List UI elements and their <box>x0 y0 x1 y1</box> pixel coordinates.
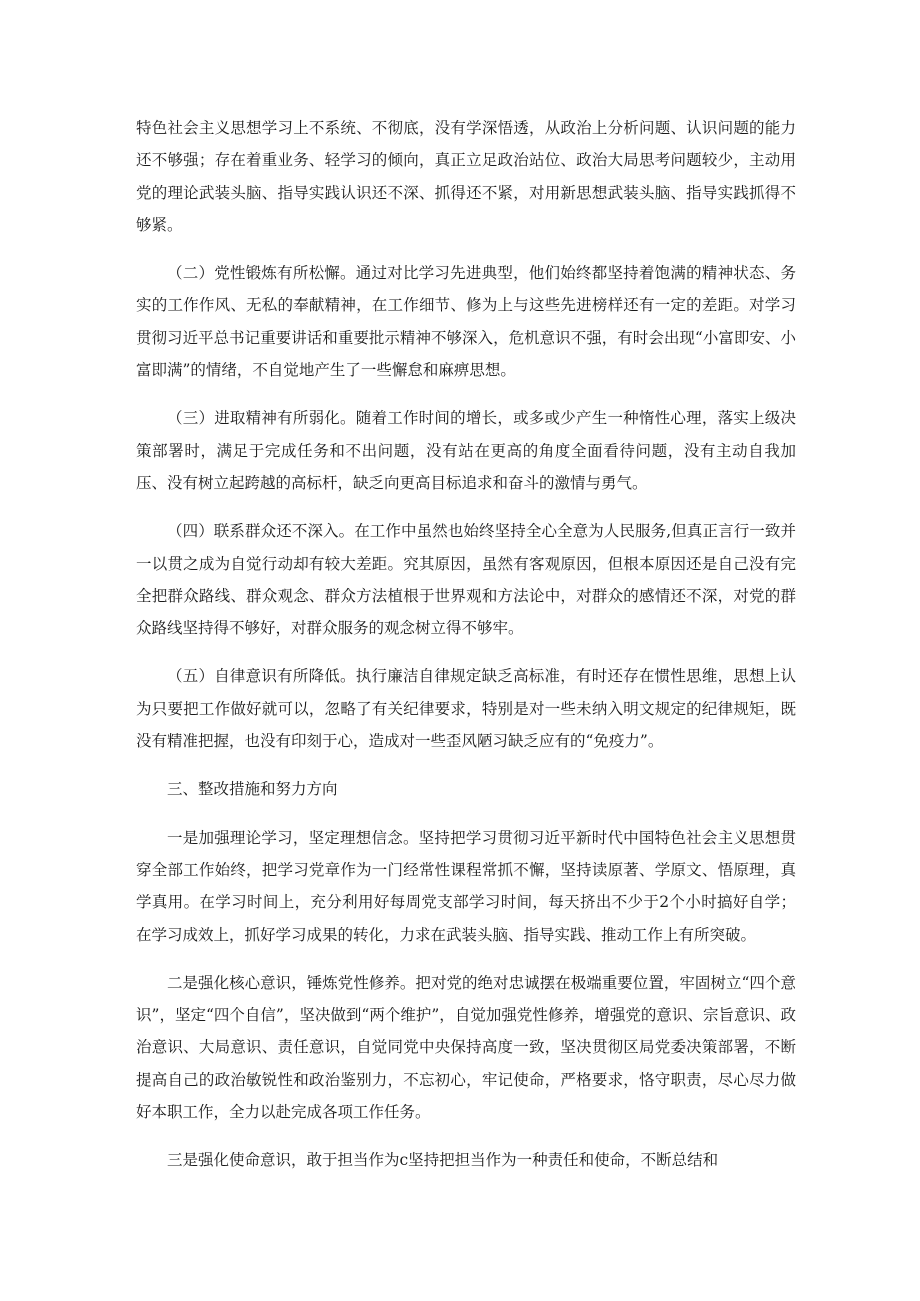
paragraph-8: 二是强化核心意识，锤炼党性修养。把对党的绝对忠诚摆在极端重要位置，牢固树立“四个意识”，坚定“四个自信”，坚决做到“两个维护”，自觉加强党性修养，增强党的意识、宗旨意识、政治意识、大局意识、责任意识，自觉同党中央保持高度一致，坚决贯彻区局党委决策部署，不断提高自己的政治敏锐性和政治鉴别力，不忘初心，牢记使命，严格要求，恪守职责，尽心尽力做好本职工作，全力以赴完成各项工作任务。 <box>136 973 796 1122</box>
paragraph-7: 一是加强理论学习，坚定理想信念。坚持把学习贯彻习近平新时代中国特色社会主义思想贯穿全部工作始终，把学习党章作为一门经常性课程常抓不懈，坚持读原著、学原文、悟原理，真学真用。在学习时间上，充分利用好每周党支部学习时间，每天挤出不少于2个小时搞好自学；在学习成效上，抓好学习成果的转化，力求在武装头脑、指导实践、推动工作上有所突破。 <box>136 828 796 944</box>
paragraph-4: （四）联系群众还不深入。在工作中虽然也始终坚持全心全意为人民服务,但真正言行一致并一以贯之成为自觉行动却有较大差距。究其原因，虽然有客观原因，但根本原因还是自己没有完全把群众路线、群众观念、群众方法植根于世界观和方法论中，对群众的感情还不深，对党的群众路线坚持得不够好，对群众服务的观念树立得不够牢。 <box>136 522 796 638</box>
paragraph-5: （五）自律意识有所降低。执行廉洁自律规定缺乏高标准，有时还存在惯性思维，思想上认为只要把工作做好就可以，忽略了有关纪律要求，特别是对一些未纳入明文规定的纪律规矩，既没有精准把握，也没有印刻于心，造成对一些歪风陋习缺乏应有的“免疫力”。 <box>136 667 796 751</box>
document-body <box>136 112 796 1193</box>
section-heading: 三、整改措施和努力方向 <box>167 780 338 799</box>
paragraph-3: （三）进取精神有所弱化。随着工作时间的增长，或多或少产生一种惰性心理，落实上级决策部署时，满足于完成任务和不出问题，没有站在更高的角度全面看待问题，没有主动自我加压、没有树立起跨越的高标杆，缺乏向更高目标追求和奋斗的激情与勇气。 <box>136 409 796 492</box>
paragraph-9: 三是强化使命意识，敢于担当作为c坚持把担当作为一种责任和使命，不断总结和 <box>167 1151 719 1170</box>
paragraph-2: （二）党性锻炼有所松懈。通过对比学习先进典型，他们始终都坚持着饱满的精神状态、务实的工作作风、无私的奉献精神，在工作细节、修为上与这些先进榜样还有一定的差距。对学习贯彻习近平总书记重要讲话和重要批示精神不够深入，危机意识不强，有时会出现“小富即安、小富即满”的情绪，不自觉地产生了一些懈怠和麻痹思想。 <box>136 264 796 380</box>
paragraph-1: 特色社会主义思想学习上不系统、不彻底，没有学深悟透，从政治上分析问题、认识问题的能力还不够强；存在着重业务、轻学习的倾向，真正立足政治站位、政治大局思考问题较少，主动用党的理论武装头脑、指导实践认识还不深、抓得还不紧，对用新思想武装头脑、指导实践抓得不够紧。 <box>136 119 796 234</box>
